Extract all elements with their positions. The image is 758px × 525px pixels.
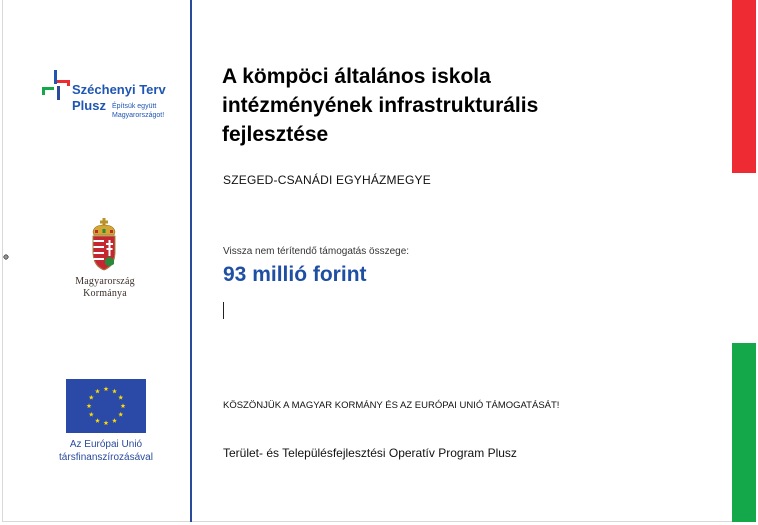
szechenyi-cross-icon (40, 70, 74, 104)
beneficiary-organization: SZEGED-CSANÁDI EGYHÁZMEGYE (223, 173, 431, 187)
project-title: A kömpöci általános iskola intézményének infrastrukturális fejlesztése (222, 65, 539, 146)
szechenyi-title: Széchenyi Terv (72, 82, 166, 97)
support-amount: 93 millió forint (223, 263, 367, 286)
eu-line-2: társfinanszírozásával (59, 452, 153, 463)
szechenyi-plus: Plusz (72, 98, 106, 113)
vertical-divider (190, 0, 192, 522)
text-cursor (223, 302, 224, 319)
flag-stripe-white (732, 173, 756, 343)
government-label (40, 276, 170, 300)
support-amount-label: Vissza nem térítendő támogatás összege: (223, 246, 410, 257)
flag-stripe-red (732, 0, 756, 173)
hungarian-coat-of-arms-icon (90, 218, 118, 272)
government-line-2: Kormánya (83, 288, 127, 299)
eu-label (40, 438, 172, 464)
thanks-message: KÖSZÖNJÜK A MAGYAR KORMÁNY ÉS AZ EURÓPAI UNIÓ TÁMOGATÁSÁT! (223, 400, 560, 411)
eu-line-1: Az Európai Unió (69, 439, 143, 450)
registration-mark-icon (3, 254, 9, 260)
szechenyi-logo (40, 70, 180, 130)
flag-stripe-green (732, 343, 756, 522)
eu-flag-icon (66, 379, 146, 433)
government-line-1: Magyarország (75, 276, 135, 287)
szechenyi-tagline: Építsük együtt Magyarországot! (112, 103, 165, 119)
program-name: Terület- és Településfejlesztési Operatív Program Plusz (223, 446, 517, 460)
